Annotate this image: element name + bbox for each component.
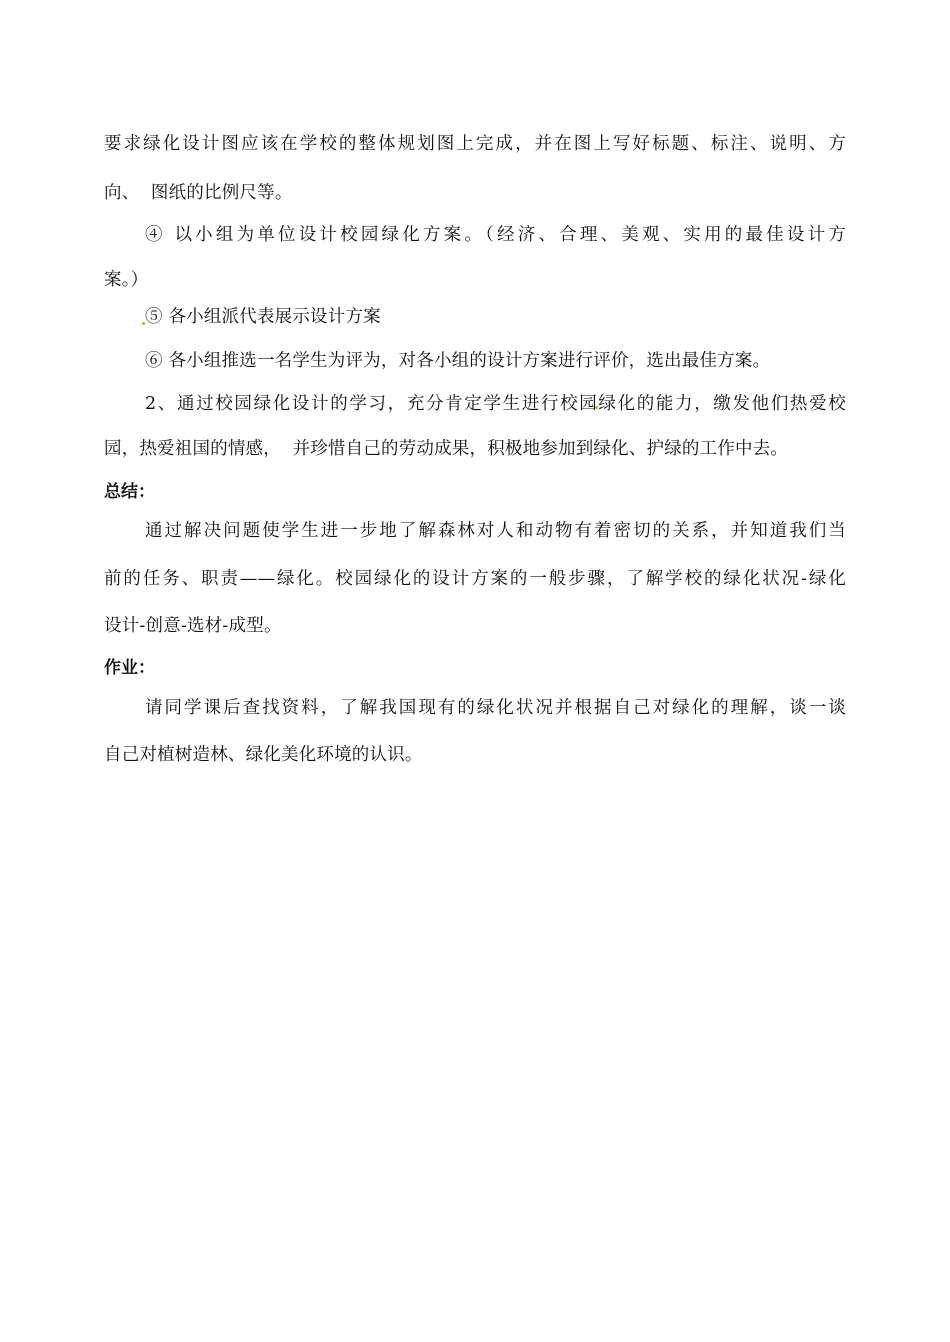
paragraph-5-line-1: 2、通过校园绿化设计的学习，充分肯定学生进行校园绿化的能力，缴发他们热爱校: [145, 394, 846, 414]
paragraph-1-line-1: 要求绿化设计图应该在学校的整体规划图上完成，并在图上写好标题、标注、说明、方: [104, 134, 846, 154]
paragraph-5-line-2: 园，热爱祖国的情感， 并珍惜自己的劳动成果，积极地参加到绿化、护绿的工作中去。: [104, 439, 789, 459]
paragraph-2-line-1: ④ 以小组为单位设计校园绿化方案。（经济、合理、美观、实用的最佳设计方: [145, 225, 846, 245]
summary-line-2: 前的任务、职责——绿化。校园绿化的设计方案的一般步骤，了解学校的绿化状况-绿化: [104, 569, 846, 589]
summary-line-1: 通过解决问题使学生进一步地了解森林对人和动物有着密切的关系，并知道我们当: [145, 521, 846, 541]
paragraph-4: ⑥ 各小组推选一名学生为评为，对各小组的设计方案进行评价，选出最佳方案。: [145, 351, 771, 371]
paragraph-3: ⑤ 各小组派代表展示设计方案: [145, 307, 381, 327]
summary-line-3: 设计-创意-选材-成型。: [104, 616, 282, 636]
homework-heading: 作业：: [104, 658, 155, 678]
homework-line-2: 自己对植树造林、绿化美化环境的认识。: [104, 745, 423, 765]
paragraph-2-line-2: 案。）: [104, 270, 149, 290]
homework-line-1: 请同学课后查找资料，了解我国现有的绿化状况并根据自己对绿化的理解，谈一谈: [145, 698, 846, 718]
paragraph-1-line-2: 向、 图纸的比例尺等。: [104, 183, 293, 203]
summary-heading: 总结：: [104, 482, 155, 502]
